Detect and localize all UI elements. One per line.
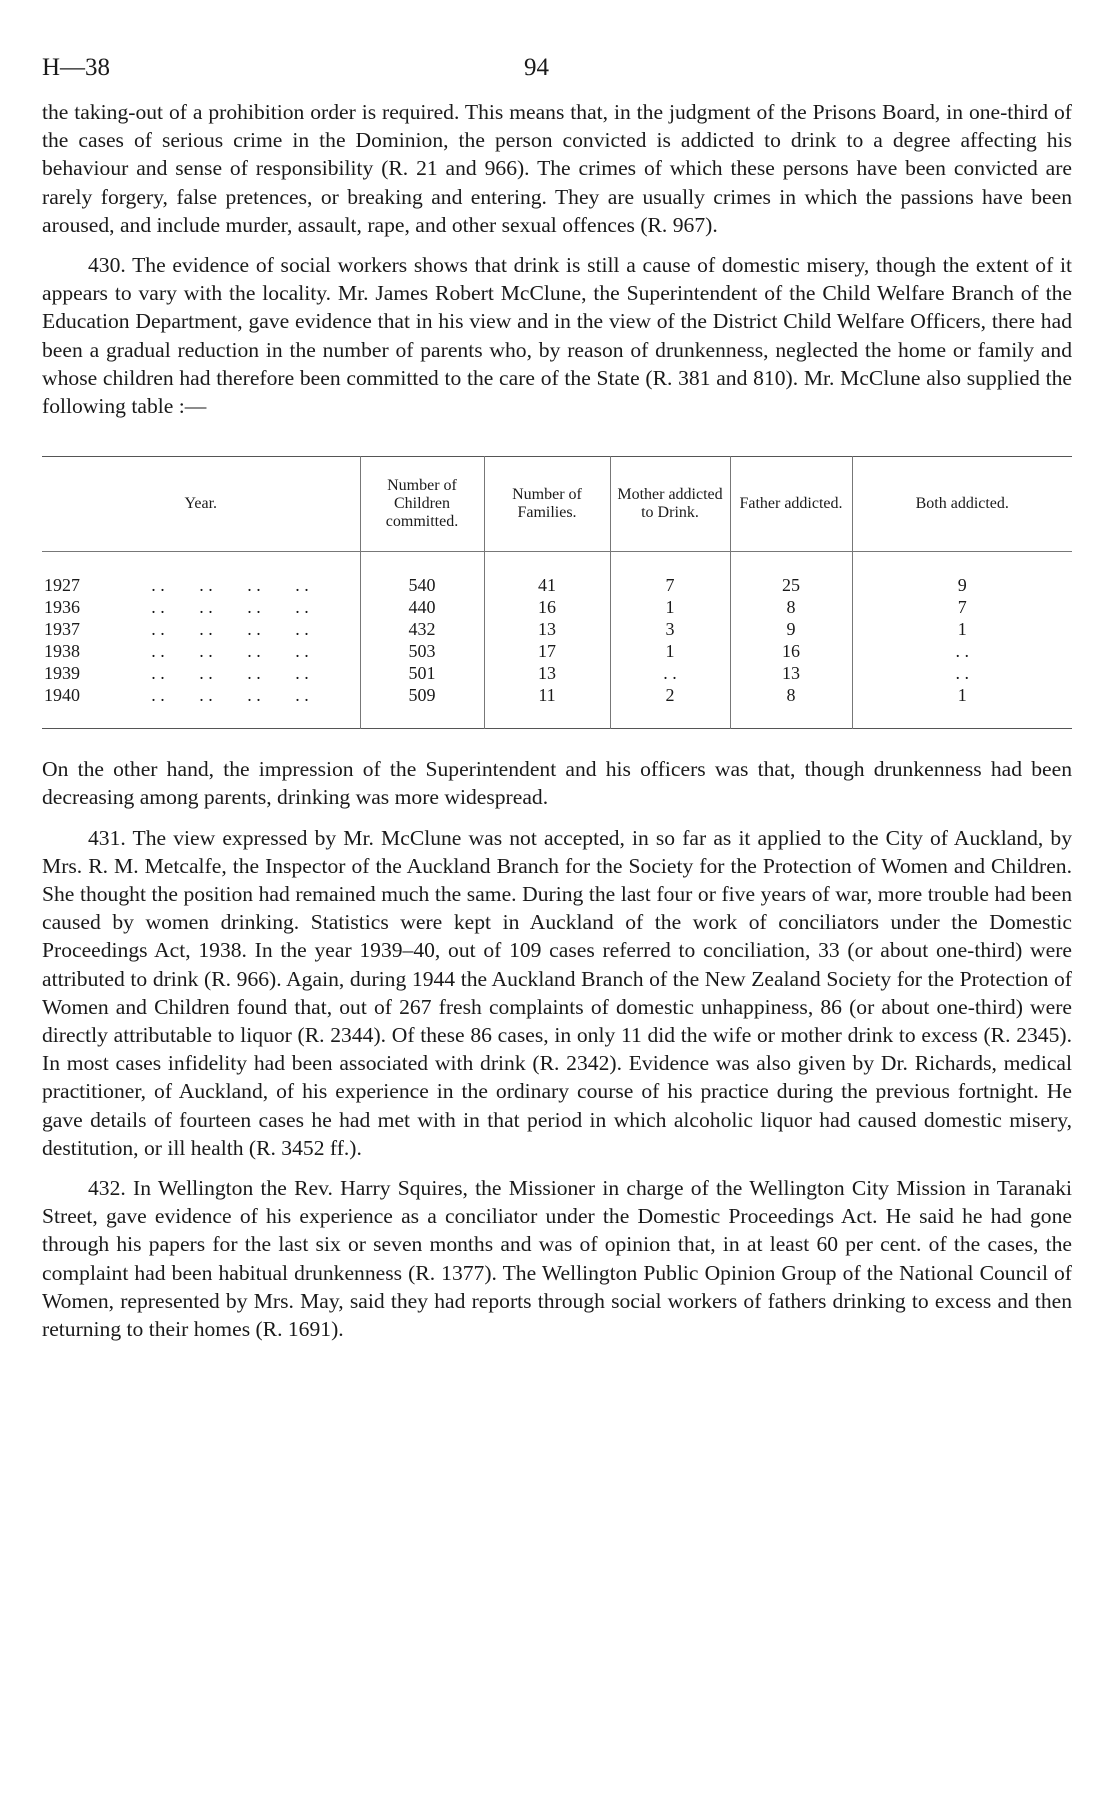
table-row — [42, 662, 1072, 684]
leader-dot-group: . . — [247, 685, 261, 706]
leader-dots — [134, 575, 326, 595]
cell-year — [42, 552, 360, 597]
table-header-row — [42, 457, 1072, 552]
leader-dot-group: . . — [151, 575, 165, 596]
paragraph-after-table: On the other hand, the impression of the Superintendent and his officers was that, though drunkenness had been decreasing among parents, drinking was more widespread. — [42, 757, 1072, 810]
cell-children: 503 — [360, 640, 484, 662]
paragraph-432: 432. In Wellington the Rev. Harry Squires, the Missioner in charge of the Wellington City Mission in Taranaki Street, gave evidence of his experience as a conciliator under the Domestic Proceedings Act. He said he had gone through his papers for the last six or seven months and was of opinion that, in at least 60 per cent. of the cases, the complaint had been habitual drunkenness (R. 1377). The Wellington Public Opinion Group of the National Council of Women, represented by Mrs. May, said they had reports through social workers of fathers drinking to excess and then returning to their homes (R. 1691). — [42, 1176, 1072, 1342]
column-header-families: Number of Families. — [484, 457, 610, 552]
page-number: 94 — [524, 54, 549, 81]
cell-families: 13 — [484, 618, 610, 640]
year-value: 1940 — [44, 685, 80, 706]
cell-mother: 1 — [610, 596, 730, 618]
table-row — [42, 552, 1072, 597]
cell-both: 7 — [852, 596, 1072, 618]
cell-mother: 2 — [610, 684, 730, 729]
table-row — [42, 684, 1072, 729]
leader-dot-group: . . — [151, 685, 165, 706]
leader-dot-group: . . — [247, 641, 261, 662]
cell-children: 509 — [360, 684, 484, 729]
leader-dot-group: . . — [199, 619, 213, 640]
committals-table — [42, 456, 1072, 729]
column-header-year: Year. — [42, 457, 360, 552]
leader-dot-group: . . — [151, 597, 165, 618]
leader-dot-group: . . — [199, 597, 213, 618]
table-row — [42, 640, 1072, 662]
year-value: 1938 — [44, 641, 80, 662]
year-value: 1936 — [44, 597, 80, 618]
cell-children: 540 — [360, 552, 484, 597]
column-header-both: Both addicted. — [852, 457, 1072, 552]
cell-both: 1 — [852, 684, 1072, 729]
cell-year — [42, 684, 360, 729]
paragraph-430: 430. The evidence of social workers shows that drink is still a cause of domestic misery, though the extent of it appears to vary with the locality. Mr. James Robert McClune, the Superintendent of the Child Welfare Branch of the Education Department, gave evidence that in his view and in the view of the District Child Welfare Officers, there had been a gradual reduction in the number of parents who, by reason of drunkenness, neglected the home or family and whose children had therefore been committed to the care of the State (R. 381 and 810). Mr. McClune also supplied the following table :— — [42, 253, 1072, 419]
leader-dot-group: . . — [151, 641, 165, 662]
document-page — [42, 48, 1072, 1343]
page-header — [42, 48, 1072, 98]
cell-children: 501 — [360, 662, 484, 684]
leader-dot-group: . . — [295, 619, 309, 640]
leader-dots — [134, 619, 326, 639]
cell-father: 8 — [730, 596, 852, 618]
cell-year — [42, 618, 360, 640]
leader-dot-group: . . — [151, 619, 165, 640]
cell-father: 8 — [730, 684, 852, 729]
cell-both: 1 — [852, 618, 1072, 640]
cell-year — [42, 596, 360, 618]
leader-dot-group: . . — [199, 663, 213, 684]
cell-father: 25 — [730, 552, 852, 597]
paragraph-431: 431. The view expressed by Mr. McClune was not accepted, in so far as it applied to the City of Auckland, by Mrs. R. M. Metcalfe, the Inspector of the Auckland Branch for the Society for the Protection of Women and Children. She thought the position had remained much the same. During the last four or five years of war, more trouble had been caused by women drinking. Statistics were kept in Auckland of the work of conciliators under the Domestic Proceedings Act, 1938. In the year 1939–40, out of 109 cases referred to conciliation, 33 (or about one-third) were attributed to drink (R. 966). Again, during 1944 the Auckland Branch of the New Zealand Society for the Protection of Women and Children found that, out of 267 fresh complaints of domestic unhappiness, 86 (or about one-third) were directly attributable to liquor (R. 2344). Of these 86 cases, in only 11 did the wife or mother drink to excess (R. 2345). In most cases infidelity had been associated with drink (R. 2342). Evidence was also given by Dr. Richards, medical practitioner, of Auckland, of his experience in the ordinary course of his practice during the previous fortnight. He gave details of fourteen cases he had met with in that period in which alcoholic liquor had caused domestic misery, destitution, or ill health (R. 3452 ff.). — [42, 825, 1072, 1160]
leader-dots — [134, 597, 326, 617]
leader-dot-group: . . — [199, 685, 213, 706]
cell-father: 13 — [730, 662, 852, 684]
paragraph-continuation: the taking-out of a prohibition order is required. This means that, in the judgment of the Prisons Board, in one-third of the cases of serious crime in the Dominion, the person convicted is addicted to drink to a degree affecting his behaviour and sense of responsibility (R. 21 and 966). The crimes of which these persons have been convicted are rarely forgery, false pretences, or breaking and entering. They are usually crimes in which the passions have been aroused, and include murder, assault, rape, and other sexual offences (R. 967). — [42, 100, 1072, 237]
leader-dot-group: . . — [151, 663, 165, 684]
year-value: 1939 — [44, 663, 80, 684]
column-header-father: Father addicted. — [730, 457, 852, 552]
table-row — [42, 618, 1072, 640]
leader-dot-group: . . — [295, 597, 309, 618]
document-reference: H—38 — [42, 54, 111, 81]
column-header-mother: Mother addicted to Drink. — [610, 457, 730, 552]
year-value: 1937 — [44, 619, 80, 640]
leader-dot-group: . . — [247, 663, 261, 684]
cell-mother: 1 — [610, 640, 730, 662]
cell-mother: . . — [610, 662, 730, 684]
leader-dot-group: . . — [199, 641, 213, 662]
cell-families: 16 — [484, 596, 610, 618]
leader-dots — [134, 641, 326, 661]
cell-families: 17 — [484, 640, 610, 662]
leader-dot-group: . . — [295, 641, 309, 662]
cell-father: 16 — [730, 640, 852, 662]
cell-year — [42, 640, 360, 662]
cell-children: 432 — [360, 618, 484, 640]
table-row — [42, 596, 1072, 618]
leader-dot-group: . . — [199, 575, 213, 596]
cell-father: 9 — [730, 618, 852, 640]
leader-dot-group: . . — [295, 685, 309, 706]
leader-dot-group: . . — [295, 575, 309, 596]
leader-dot-group: . . — [247, 575, 261, 596]
leader-dots — [134, 685, 326, 705]
column-header-children: Number of Children committed. — [360, 457, 484, 552]
leader-dot-group: . . — [247, 597, 261, 618]
leader-dots — [134, 663, 326, 683]
cell-both: . . — [852, 640, 1072, 662]
cell-families: 41 — [484, 552, 610, 597]
cell-families: 11 — [484, 684, 610, 729]
leader-dot-group: . . — [295, 663, 309, 684]
cell-year — [42, 662, 360, 684]
leader-dot-group: . . — [247, 619, 261, 640]
cell-mother: 7 — [610, 552, 730, 597]
cell-children: 440 — [360, 596, 484, 618]
cell-mother: 3 — [610, 618, 730, 640]
cell-families: 13 — [484, 662, 610, 684]
cell-both: 9 — [852, 552, 1072, 597]
cell-both: . . — [852, 662, 1072, 684]
year-value: 1927 — [44, 575, 80, 596]
